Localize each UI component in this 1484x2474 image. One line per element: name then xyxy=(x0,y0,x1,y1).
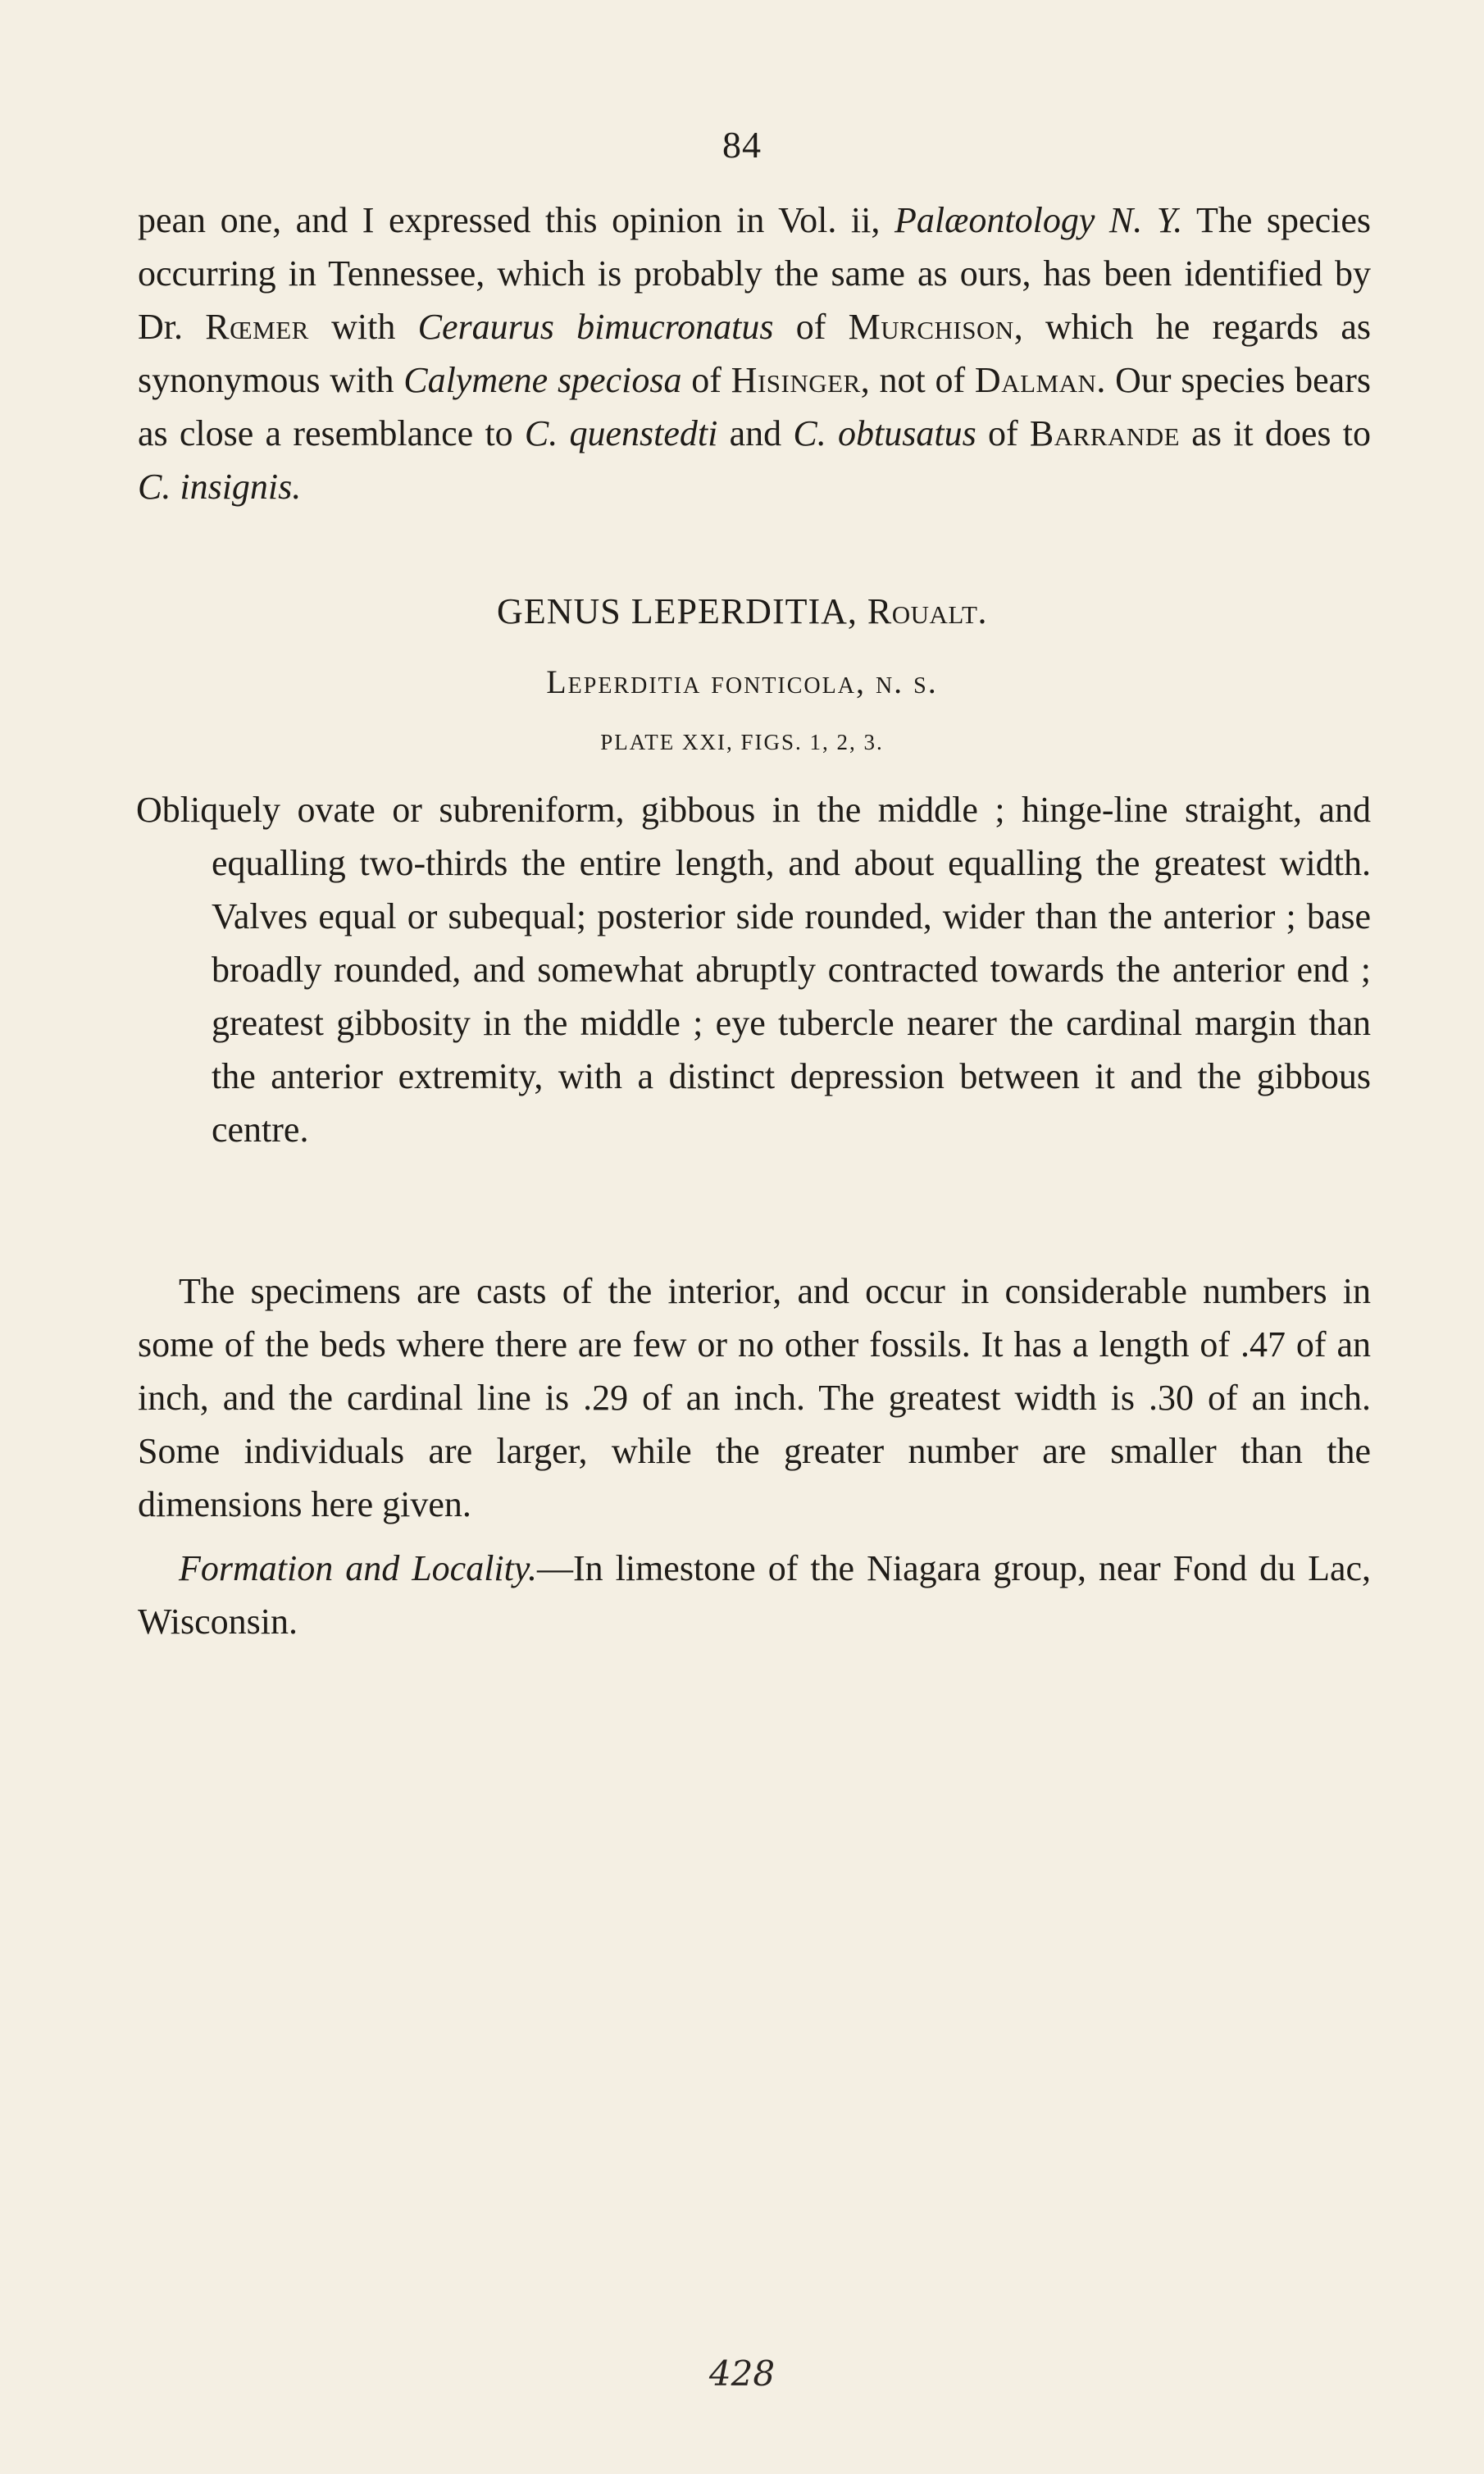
text-run: with xyxy=(308,307,418,347)
genus-author: Roualt. xyxy=(867,591,987,631)
author-name: Murchison xyxy=(848,307,1014,347)
page-number: 84 xyxy=(722,124,762,166)
text-run: of xyxy=(976,413,1030,453)
author-name: Barrande xyxy=(1029,413,1181,453)
continuation-paragraph xyxy=(138,194,1371,513)
text-run: , not of xyxy=(860,360,975,400)
text-run: as it does to xyxy=(1180,413,1372,453)
formation-paragraph xyxy=(138,1542,1371,1648)
text-run: , which he regards as synonymous with xyxy=(138,307,1371,400)
species-description: Obliquely ovate or subreniform, gibbous in the middle ; hinge-line straight, and equalling two-thirds the entire length, and about equalling the greatest width. Valves equal or subequal; posterior side rounded, wider than the anterior ; base broadly rounded, and somewhat abruptly contracted towards the anterior end ; greatest gibbosity in the middle ; eye tubercle nearer the cardinal margin than the anterior extremity, with a distinct depression between it and the gibbous centre. xyxy=(136,790,1371,1150)
genus-name: GENUS LEPERDITIA, xyxy=(497,591,867,631)
text-run: . Our species bears as close a resemblance to xyxy=(138,360,1371,453)
species-heading: Leperditia fonticola, n. s. xyxy=(546,663,938,700)
species-name: C. obtusatus xyxy=(793,413,976,453)
genus-heading xyxy=(0,590,1484,632)
species-name: C. insignis. xyxy=(138,467,302,507)
text-run: The species occurring in Tennessee, which is probably the same as ours, has been identified by Dr. xyxy=(138,200,1371,347)
handwritten-note: 428 xyxy=(708,2353,776,2394)
text-run: of xyxy=(773,307,849,347)
text-run: and xyxy=(717,413,794,453)
specimens-paragraph: The specimens are casts of the interior, and occur in considerable numbers in some of the beds where there are few or no other fossils. It has a length of .47 of an inch, and the cardinal line is .29 of an inch. The greatest width is .30 of an inch. Some individuals are larger, while the greater number are smaller than the dimensions here given. xyxy=(138,1271,1371,1524)
italic-reference: Palæontology N. Y. xyxy=(894,200,1183,240)
text-run: pean one, and I expressed this opinion in Vol. ii, xyxy=(138,200,894,240)
species-name: C. quenstedti xyxy=(524,413,718,453)
formation-label: Formation and Locality. xyxy=(179,1548,537,1588)
text-run: of xyxy=(681,360,731,400)
plate-reference: PLATE XXI, FIGS. 1, 2, 3. xyxy=(600,730,884,754)
author-name: Hisinger xyxy=(731,360,861,400)
formation-text: —In limestone of the Niagara group, near Fond du Lac, Wisconsin. xyxy=(138,1548,1372,1642)
author-name: Rœmer xyxy=(205,307,309,347)
species-name: Ceraurus bimucronatus xyxy=(417,307,774,347)
author-name: Dalman xyxy=(974,360,1097,400)
species-name: Calymene speciosa xyxy=(403,360,682,400)
